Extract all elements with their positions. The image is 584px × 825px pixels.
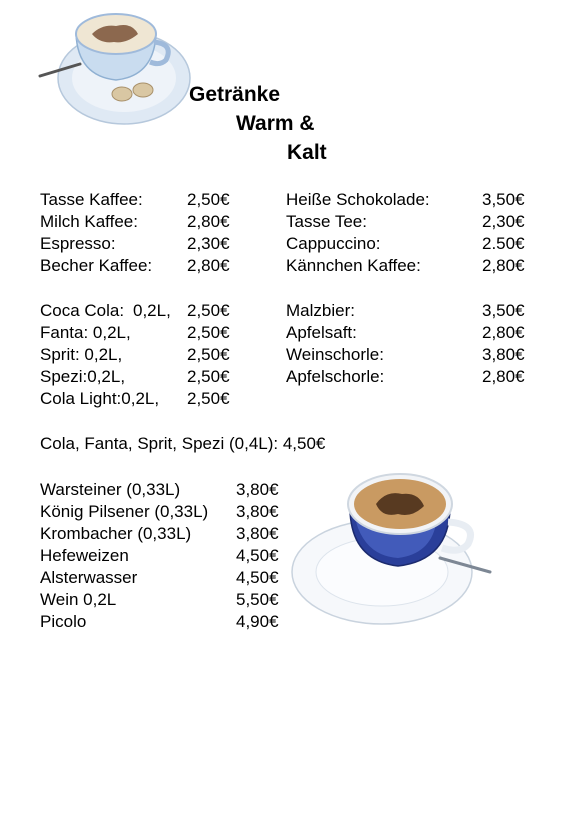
item-price: 2,50€ (187, 389, 230, 408)
menu-item (40, 523, 290, 545)
item-price: 4,50€ (236, 568, 279, 587)
menu-item (286, 211, 536, 233)
item-name: Hefeweizen (40, 546, 129, 565)
item-name: Wein 0,2L (40, 590, 117, 609)
menu-item (286, 322, 536, 344)
item-price: 5,50€ (236, 590, 279, 609)
menu-item (40, 567, 290, 589)
menu-item (40, 388, 240, 410)
item-name: Cappuccino: (286, 234, 381, 253)
menu-item (40, 479, 290, 501)
item-price: 2,50€ (187, 323, 230, 342)
item-name: Malzbier: (286, 301, 355, 320)
item-name: Sprit: 0,2L, (40, 345, 123, 364)
heading-line-2: Warm & (236, 112, 315, 135)
item-price: 3,80€ (236, 480, 279, 499)
coffee-cup-picture-bottom (290, 462, 496, 628)
menu-item (40, 589, 290, 611)
item-price: 2,50€ (187, 345, 230, 364)
item-name: Fanta: 0,2L, (40, 323, 131, 342)
item-name: Krombacher (0,33L) (40, 524, 192, 543)
item-price: 3,80€ (236, 524, 279, 543)
menu-item (40, 233, 240, 255)
combo-text: Cola, Fanta, Sprit, Spezi (0,4L): 4,50€ (40, 434, 326, 453)
item-price: 2,50€ (187, 190, 230, 209)
item-name: Picolo (40, 612, 87, 631)
item-name: Alsterwasser (40, 568, 138, 587)
item-price: 4,90€ (236, 612, 279, 631)
item-price: 2,80€ (482, 256, 525, 275)
menu-item (40, 300, 240, 322)
item-name: Kännchen Kaffee: (286, 256, 421, 275)
menu-item (40, 501, 290, 523)
item-name: Tasse Kaffee: (40, 190, 143, 209)
menu-item (286, 233, 536, 255)
item-name: König Pilsener (0,33L) (40, 502, 209, 521)
item-name: Apfelschorle: (286, 367, 385, 386)
menu-item (40, 322, 240, 344)
heading-line-3: Kalt (287, 141, 327, 164)
menu-item (40, 366, 240, 388)
item-name: Cola Light:0,2L, (40, 389, 160, 408)
combo-offer (40, 433, 440, 455)
item-name: Coca Cola: (40, 301, 125, 320)
menu-item (40, 189, 240, 211)
item-price: 2,80€ (482, 323, 525, 342)
item-name: Warsteiner (0,33L) (40, 480, 181, 499)
item-name: Heiße Schokolade: (286, 190, 430, 209)
item-price: 3,80€ (482, 345, 525, 364)
item-price: 2,80€ (482, 367, 525, 386)
menu-item (40, 255, 240, 277)
item-price: 2,50€ (187, 301, 230, 320)
item-price: 2,80€ (187, 212, 230, 231)
menu-item (286, 255, 536, 277)
item-price: 4,50€ (236, 546, 279, 565)
heading-line-1: Getränke (189, 83, 281, 106)
item-name: Spezi:0,2L, (40, 367, 126, 386)
menu-item (286, 344, 536, 366)
item-price: 2,30€ (482, 212, 525, 231)
item-name: Milch Kaffee: (40, 212, 138, 231)
item-name: Apfelsaft: (286, 323, 357, 342)
item-price: 2,50€ (187, 367, 230, 386)
item-name: Espresso: (40, 234, 116, 253)
item-price: 2,30€ (187, 234, 230, 253)
item-price: 2.50€ (482, 234, 525, 253)
item-name: Tasse Tee: (286, 212, 367, 231)
coffee-cup-picture-top (36, 4, 192, 128)
item-size: 0,2L, (133, 301, 171, 320)
menu-item (40, 545, 290, 567)
menu-item (286, 366, 536, 388)
menu-item (286, 189, 536, 211)
item-price: 2,80€ (187, 256, 230, 275)
menu-item (40, 211, 240, 233)
item-price: 3,50€ (482, 190, 525, 209)
item-price: 3,80€ (236, 502, 279, 521)
item-name: Becher Kaffee: (40, 256, 153, 275)
item-price: 3,50€ (482, 301, 525, 320)
menu-item (40, 611, 290, 633)
menu-item (286, 300, 536, 322)
item-name: Weinschorle: (286, 345, 384, 364)
menu-item (40, 344, 240, 366)
